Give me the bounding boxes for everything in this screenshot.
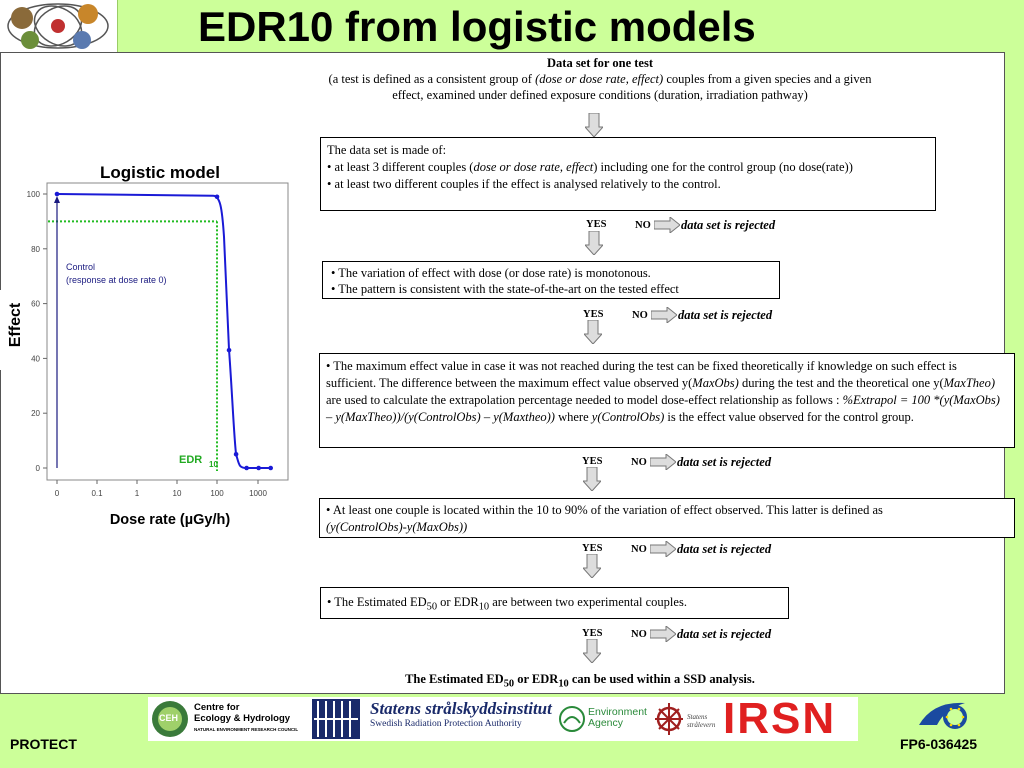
dataset-header-title: Data set for one test xyxy=(547,56,653,70)
chart-y-tick-label: 20 xyxy=(31,409,40,419)
final-sub2: 10 xyxy=(558,678,569,690)
down-arrow-icon xyxy=(583,467,601,491)
dataset-line1-suffix: couples from a given species and a given xyxy=(663,72,872,86)
ceh-line2: Ecology & Hydrology xyxy=(194,713,291,724)
stripes-icon xyxy=(312,699,360,739)
control-label-line1: Control xyxy=(66,262,96,272)
criterion-2-b2: The pattern is consistent with the state-of-the-art on the tested effect xyxy=(338,282,679,296)
ssi-logo xyxy=(370,699,555,739)
yes-label: YES xyxy=(582,543,603,554)
yes-label: YES xyxy=(582,628,603,639)
no-label: NO xyxy=(632,310,648,321)
criterion-1-bullet-2: • at least two different couples if the effect is analysed relatively to the control. xyxy=(327,177,721,191)
control-label-line2: (response at dose rate 0) xyxy=(66,275,167,285)
criterion-3-t5: is the effect value observed for the control group. xyxy=(664,410,914,424)
rejected-label: data set is rejected xyxy=(678,308,773,322)
final-conclusion xyxy=(300,672,860,690)
criterion-3-t1-italic: MaxObs) xyxy=(692,376,739,390)
criterion-1-b1-italic: dose or dose rate, effect xyxy=(473,160,594,174)
curve-data-point xyxy=(234,452,239,457)
curve-data-point xyxy=(268,466,273,471)
criterion-box-5 xyxy=(320,587,789,619)
environment-agency-icon xyxy=(558,705,586,733)
criterion-5-text: • The Estimated $ED_{50}$ or $EDR_{10}$ are between two experimental couples. xyxy=(327,595,687,613)
chart-x-tick-label: 1 xyxy=(134,489,140,498)
nrpa-line1: Statens xyxy=(687,713,708,721)
chart-x-tick-label: 1000 xyxy=(249,489,267,498)
down-arrow-icon xyxy=(583,554,601,578)
right-arrow-icon xyxy=(651,307,677,323)
criterion-3-formula: %Extrapol = 100 *(y(MaxObs) – y(MaxTheo))/(y(ControlObs) – y(Maxtheo)) xyxy=(326,393,1000,424)
chart-title: Logistic model xyxy=(100,163,220,182)
ssi-line1: Statens strålskyddsinstitut xyxy=(370,699,552,718)
criterion-5-sub1: 50 xyxy=(426,601,438,613)
ceh-line1: Centre for xyxy=(194,702,240,713)
ea-line1: Environment xyxy=(588,706,647,718)
ea-text xyxy=(588,707,647,729)
slide-title: EDR10 from logistic models xyxy=(198,3,756,50)
yes-label: YES xyxy=(583,309,604,320)
no-label: NO xyxy=(631,629,647,640)
chart-y-tick-label: 100 xyxy=(26,190,40,199)
chart-x-axis-label: Dose rate (µGy/h) xyxy=(109,512,231,528)
dataset-header xyxy=(290,55,910,103)
logistic-chart xyxy=(20,180,300,510)
chart-x-tick-label: 100 xyxy=(210,489,224,498)
nrpa-logo xyxy=(653,699,723,739)
no-label: NO xyxy=(635,220,651,231)
no-label: NO xyxy=(631,457,647,468)
footer-contract-number: FP6-036425 xyxy=(900,736,978,752)
down-arrow-icon xyxy=(583,639,601,663)
criterion-3-t2-italic: MaxTheo) xyxy=(943,376,995,390)
curve-data-point xyxy=(244,466,249,471)
chart-x-tick-label: 10 xyxy=(172,489,182,498)
ssi-line2: Swedish Radiation Protection Authority xyxy=(370,719,522,729)
nrpa-wheel-icon xyxy=(653,699,685,739)
criterion-1-bullet-1: • at least 3 different couples (dose or dose rate, effect) including one for the control group (no dose(rate)) xyxy=(327,160,853,174)
no-label: NO xyxy=(631,544,647,555)
curve-data-point xyxy=(256,466,261,471)
criterion-2-bullet-2: • The pattern is consistent with the state-of-the-art on the tested effect xyxy=(331,282,679,296)
chart-y-tick-label: 40 xyxy=(31,354,40,364)
dataset-line1-italic: (dose or dose rate, effect) xyxy=(535,72,664,86)
criterion-2-b1: The variation of effect with dose (or dose rate) is monotonous. xyxy=(338,266,651,280)
irsn-logo: IRSN xyxy=(723,694,837,743)
rejected-label: data set is rejected xyxy=(681,218,776,232)
down-arrow-icon xyxy=(585,113,603,137)
right-arrow-icon xyxy=(650,541,676,557)
criterion-4-italic: (y(ControlObs)-y(MaxObs)) xyxy=(326,520,468,534)
edr10-label-sub: 10 xyxy=(209,460,218,469)
ssi-emblem-icon xyxy=(312,699,360,739)
criterion-5-t2: or EDR xyxy=(437,595,479,609)
criterion-box-4 xyxy=(319,498,1015,538)
criterion-4-text-2 xyxy=(326,519,1008,536)
dataset-line1-prefix: (a test is defined as a consistent group of xyxy=(328,72,536,86)
curve-data-point xyxy=(215,194,220,199)
environment-agency-logo xyxy=(558,699,653,739)
nrpa-text xyxy=(687,713,715,729)
criterion-box-2 xyxy=(322,261,780,299)
criterion-box-1 xyxy=(320,137,936,211)
curve-data-point xyxy=(227,348,232,353)
criterion-1-b1-prefix: at least 3 different couples ( xyxy=(334,160,474,174)
rejected-label: data set is rejected xyxy=(677,455,772,469)
chart-y-tick-label: 60 xyxy=(31,299,40,309)
criterion-1-b2: at least two different couples if the effect is analysed relatively to the control. xyxy=(334,177,721,191)
ceh-text xyxy=(194,702,298,735)
final-sub1: 50 xyxy=(503,678,515,690)
final-t3: can be used within a SSD analysis. xyxy=(568,672,755,686)
chart-x-tick-label: 0.1 xyxy=(91,489,103,498)
edr10-label: EDR xyxy=(179,454,203,466)
criterion-4-text: • At least one couple is located within the 10 to 90% of the variation of effect observed. This latter is defined as xyxy=(326,503,883,517)
final-t1: The Estimated ED xyxy=(405,672,504,686)
nrpa-line2: strålevern xyxy=(687,721,716,729)
down-arrow-icon xyxy=(584,320,602,344)
footer-project-name: PROTECT xyxy=(10,736,77,752)
chart-y-tick-label: 0 xyxy=(35,464,40,473)
ceh-logo xyxy=(150,699,310,739)
criterion-3-t1: The maximum effect value in case it was not reached during the test can be fixed theoretically if knowledge on such effect is sufficient. The difference between the maximum effect value observed y( xyxy=(326,359,957,390)
criterion-2-bullet-1: • The variation of effect with dose (or dose rate) is monotonous. xyxy=(331,266,651,280)
criterion-3-t3: are used to calculate the extrapolation percentage needed to model dose-effect relationship as follows : xyxy=(326,393,843,407)
partner-logos xyxy=(148,694,858,743)
criterion-3-t2: during the test and the theoretical one y( xyxy=(738,376,944,390)
criterion-1-b1-suffix: ) including one for the control group (no dose(rate)) xyxy=(593,160,853,174)
rejected-label: data set is rejected xyxy=(677,542,772,556)
eu-fp6-logo-icon xyxy=(915,697,973,731)
yes-label: YES xyxy=(582,456,603,467)
ceh-line3: NATURAL ENVIRONMENT RESEARCH COUNCIL xyxy=(194,727,299,732)
criterion-3-t4: where xyxy=(554,410,592,424)
criterion-3-text: • The maximum effect value in case it was not reached during the test can be fixed theoretically if knowledge on such effect is sufficient. The difference between the maximum effect value observed y(MaxObs) during the test and the theoretical one y(MaxTheo) are used to calculate the extrapolation percentage needed to model dose-effect relationship as follows : %Extrapol = 100 *(y(MaxObs) – y(MaxTheo))/(y(ControlObs) – y(Maxtheo)) where y(ControlObs) is the effect value observed for the control group. xyxy=(326,359,1000,424)
rejected-label: data set is rejected xyxy=(677,627,772,641)
right-arrow-icon xyxy=(650,626,676,642)
chart-x-tick-label: 0 xyxy=(54,489,60,498)
criterion-3-t4-italic: y(ControlObs) xyxy=(591,410,665,424)
right-arrow-icon xyxy=(654,217,680,233)
yes-label: YES xyxy=(586,219,607,230)
criterion-box-3 xyxy=(319,353,1015,448)
down-arrow-icon xyxy=(585,231,603,255)
criterion-5-t3: are between two experimental couples. xyxy=(489,595,687,609)
criterion-1-intro: The data set is made of: xyxy=(327,143,447,157)
chart-plot-area xyxy=(47,183,288,480)
criterion-5-sub2: 10 xyxy=(478,601,490,613)
ceh-mark-text: CEH xyxy=(159,713,179,723)
chart-y-tick-label: 80 xyxy=(31,244,40,254)
criterion-4-t1: At least one couple is located within the 10 to 90% of the variation of effect observed. This latter is defined as xyxy=(332,503,883,517)
chart-y-axis-label: Effect xyxy=(7,302,24,348)
butterfly-logo-icon xyxy=(0,0,117,53)
right-arrow-icon xyxy=(650,454,676,470)
curve-data-point xyxy=(55,192,60,197)
protect-project-logo xyxy=(0,0,118,54)
criterion-5-t1: The Estimated ED xyxy=(334,595,427,609)
dataset-header-line1 xyxy=(290,71,910,87)
dataset-header-line2: effect, examined under defined exposure conditions (duration, irradiation pathway) xyxy=(392,88,808,102)
ea-line2: Agency xyxy=(588,717,624,729)
final-t2: or EDR xyxy=(514,672,559,686)
